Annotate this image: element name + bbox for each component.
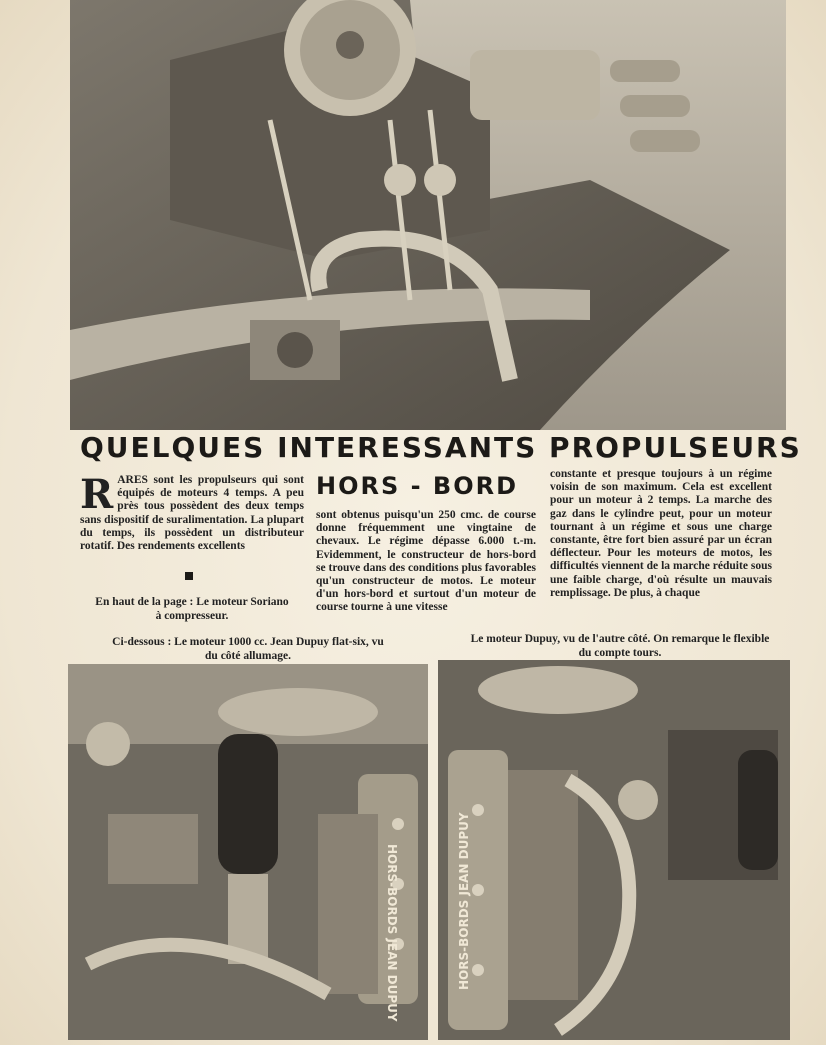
column-1-text: ARES sont les propulseurs qui sont équipés de moteurs 4 temps. A peu près tous possèdent des deux temps sans dispositif de suralimentation. La plupart du temps, ils possèdent un distributeur rotatif. Des rendements excellents <box>80 474 304 553</box>
article-column-3: constante et presque toujours à un régime voisin de son maximum. Cela est excellent pour un moteur à 2 temps. La marche des gaz dans le cylindre peut, pour un moteur tournant à un régime et sous une charge constante, être fort bien assuré par un écran déflecteur. Pour les moteurs de motos, les difficultés viennent de la marche réduite sous une faible charge, d'où résulte un mauvais remplissage. De plus, à chaque <box>550 468 772 599</box>
engraving-right: HORS-BORDS JEAN DUPUY <box>457 812 471 990</box>
caption-bottom-right-photo: Le moteur Dupuy, vu de l'autre côté. On remarque le flexible du compte tours. <box>470 633 770 659</box>
article-subtitle: HORS - BORD <box>316 472 519 500</box>
photo-soriano-engine <box>70 0 786 430</box>
engraving-left: HORS-BORDS JEAN DUPUY <box>385 844 399 1022</box>
drop-cap: R <box>80 471 114 518</box>
article-title: QUELQUES INTERESSANTS PROPULSEURS <box>80 431 802 464</box>
article-column-2: sont obtenus puisqu'un 250 cmc. de course donne fréquemment une vingtaine de chevaux. Le régime dépasse 6.000 t.-m. Evidemment, le constructeur de hors-bord se trouve dans des conditions plus favorables qu'un constructeur de motos. Le moteur d'un hors-bord et surtout d'un moteur de course tourne à une vitesse <box>316 509 536 614</box>
photo-dupuy-other-side <box>438 660 790 1040</box>
section-divider-square <box>185 572 193 580</box>
article-column-1 <box>80 471 304 553</box>
caption-top-photo: En haut de la page : Le moteur Soriano à compresseur. <box>95 596 289 622</box>
caption-bottom-left-photo: Ci-dessous : Le moteur 1000 cc. Jean Dupuy flat-six, vu du côté allumage. <box>112 636 384 662</box>
photo-dupuy-ignition-side <box>68 664 428 1040</box>
